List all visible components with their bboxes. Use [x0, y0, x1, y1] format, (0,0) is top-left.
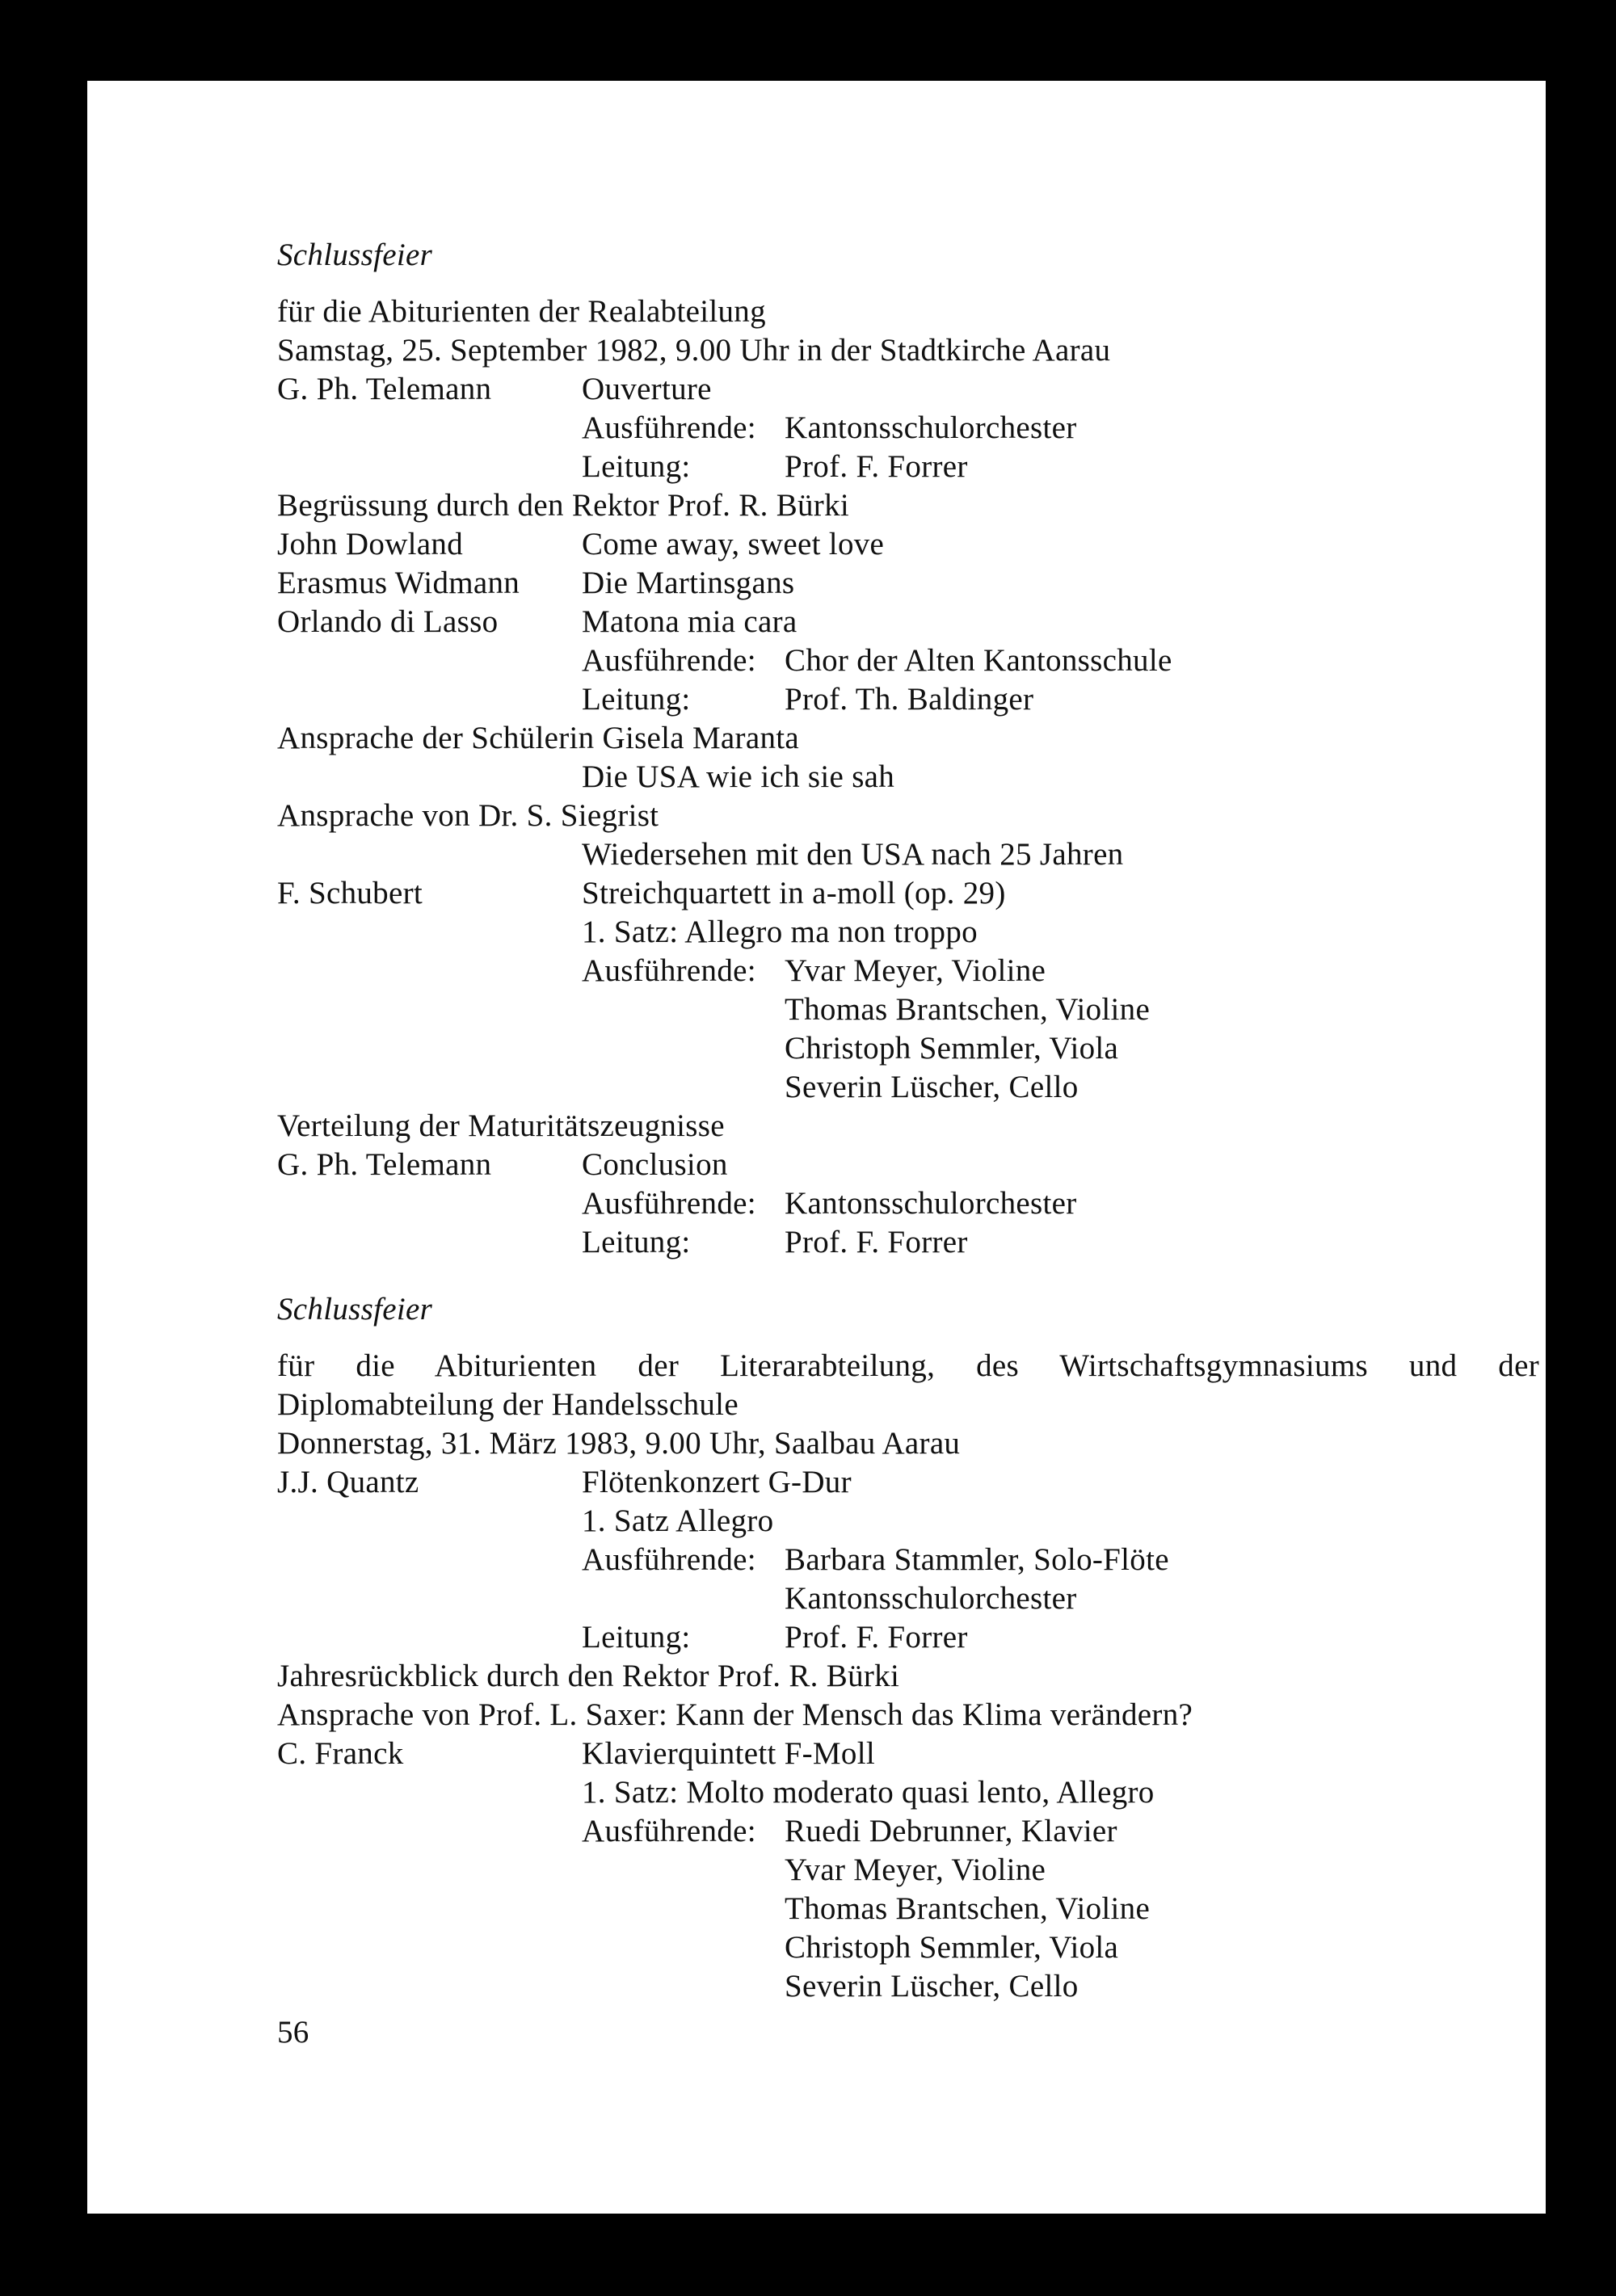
program-cell-b: Leitung: [582, 1620, 691, 1655]
program-cell-a: Ansprache von Dr. S. Siegrist [277, 798, 659, 833]
program-cell-c: Kantonsschulorchester [785, 410, 1077, 445]
program-cell-c: Yvar Meyer, Violine [785, 1852, 1046, 1887]
document-page [87, 81, 1546, 2214]
program-cell-c: Barbara Stammler, Solo-Flöte [785, 1542, 1169, 1577]
program-cell-a: Orlando di Lasso [277, 604, 499, 639]
program-cell-a: Ansprache der Schülerin Gisela Maranta [277, 721, 799, 755]
program-cell-c: Yvar Meyer, Violine [785, 953, 1046, 988]
program-cell-b: Ausführende: [582, 1186, 756, 1221]
section-date: Samstag, 25. September 1982, 9.00 Uhr in der Stadtkirche Aarau [277, 333, 1111, 368]
program-cell-a: Ansprache von Prof. L. Saxer: Kann der Mensch das Klima verändern? [277, 1697, 1193, 1732]
program-cell-c: Thomas Brantschen, Violine [785, 1891, 1151, 1926]
program-cell-a: John Dowland [277, 527, 464, 561]
program-cell-b: 1. Satz Allegro [582, 1503, 774, 1538]
program-cell-b: Leitung: [582, 682, 691, 717]
program-cell-b: Klavierquintett F-Moll [582, 1736, 875, 1771]
program-cell-c: Prof. F. Forrer [785, 1620, 968, 1655]
program-cell-a: G. Ph. Telemann [277, 372, 492, 406]
program-cell-b: Ausführende: [582, 410, 756, 445]
program-cell-c: Prof. F. Forrer [785, 1225, 968, 1259]
program-cell-b: Ausführende: [582, 1542, 756, 1577]
program-cell-b: Die Martinsgans [582, 566, 795, 600]
program-cell-b: Matona mia cara [582, 604, 797, 639]
program-cell-c: Prof. Th. Baldinger [785, 682, 1034, 717]
program-cell-b: Ouverture [582, 372, 712, 406]
program-cell-b: Flötenkonzert G-Dur [582, 1465, 852, 1499]
section-heading: Schlussfeier [277, 1292, 433, 1327]
section-heading: Schlussfeier [277, 238, 433, 272]
section-subtitle-line1: für die Abiturienten der Literarabteilung, des Wirtschaftsgymnasiums und der [277, 1348, 1539, 1383]
section-subtitle: für die Abiturienten der Realabteilung [277, 294, 766, 329]
program-cell-a: F. Schubert [277, 876, 423, 910]
program-cell-c: Kantonsschulorchester [785, 1581, 1077, 1616]
page-number: 56 [277, 2015, 309, 2050]
program-cell-c: Ruedi Debrunner, Klavier [785, 1814, 1117, 1848]
program-cell-b: Ausführende: [582, 953, 756, 988]
program-cell-b: 1. Satz: Molto moderato quasi lento, Allegro [582, 1775, 1155, 1810]
program-cell-a: J.J. Quantz [277, 1465, 419, 1499]
program-cell-b: Conclusion [582, 1147, 728, 1182]
program-cell-b: Leitung: [582, 1225, 691, 1259]
program-cell-c: Christoph Semmler, Viola [785, 1031, 1119, 1066]
program-cell-c: Christoph Semmler, Viola [785, 1930, 1119, 1965]
program-cell-a: G. Ph. Telemann [277, 1147, 492, 1182]
program-cell-b: Leitung: [582, 449, 691, 484]
program-cell-a: Jahresrückblick durch den Rektor Prof. R. Bürki [277, 1659, 900, 1693]
program-cell-c: Severin Lüscher, Cello [785, 1070, 1079, 1104]
program-cell-b: Ausführende: [582, 643, 756, 678]
program-cell-b: 1. Satz: Allegro ma non troppo [582, 915, 978, 949]
program-cell-b: Ausführende: [582, 1814, 756, 1848]
program-cell-a: Verteilung der Maturitätszeugnisse [277, 1108, 725, 1143]
program-cell-c: Chor der Alten Kantonsschule [785, 643, 1172, 678]
program-cell-c: Thomas Brantschen, Violine [785, 992, 1151, 1027]
section-subtitle-line2: Diplomabteilung der Handelsschule [277, 1387, 739, 1422]
program-cell-a: Erasmus Widmann [277, 566, 520, 600]
program-cell-b: Streichquartett in a-moll (op. 29) [582, 876, 1006, 910]
program-cell-c: Severin Lüscher, Cello [785, 1969, 1079, 2004]
program-cell-c: Kantonsschulorchester [785, 1186, 1077, 1221]
program-cell-c: Prof. F. Forrer [785, 449, 968, 484]
program-cell-b: Die USA wie ich sie sah [582, 759, 895, 794]
program-cell-b: Come away, sweet love [582, 527, 885, 561]
program-cell-a: C. Franck [277, 1736, 404, 1771]
program-cell-a: Begrüssung durch den Rektor Prof. R. Bürki [277, 488, 850, 523]
program-cell-b: Wiedersehen mit den USA nach 25 Jahren [582, 837, 1124, 872]
section-date: Donnerstag, 31. März 1983, 9.00 Uhr, Saalbau Aarau [277, 1426, 961, 1461]
